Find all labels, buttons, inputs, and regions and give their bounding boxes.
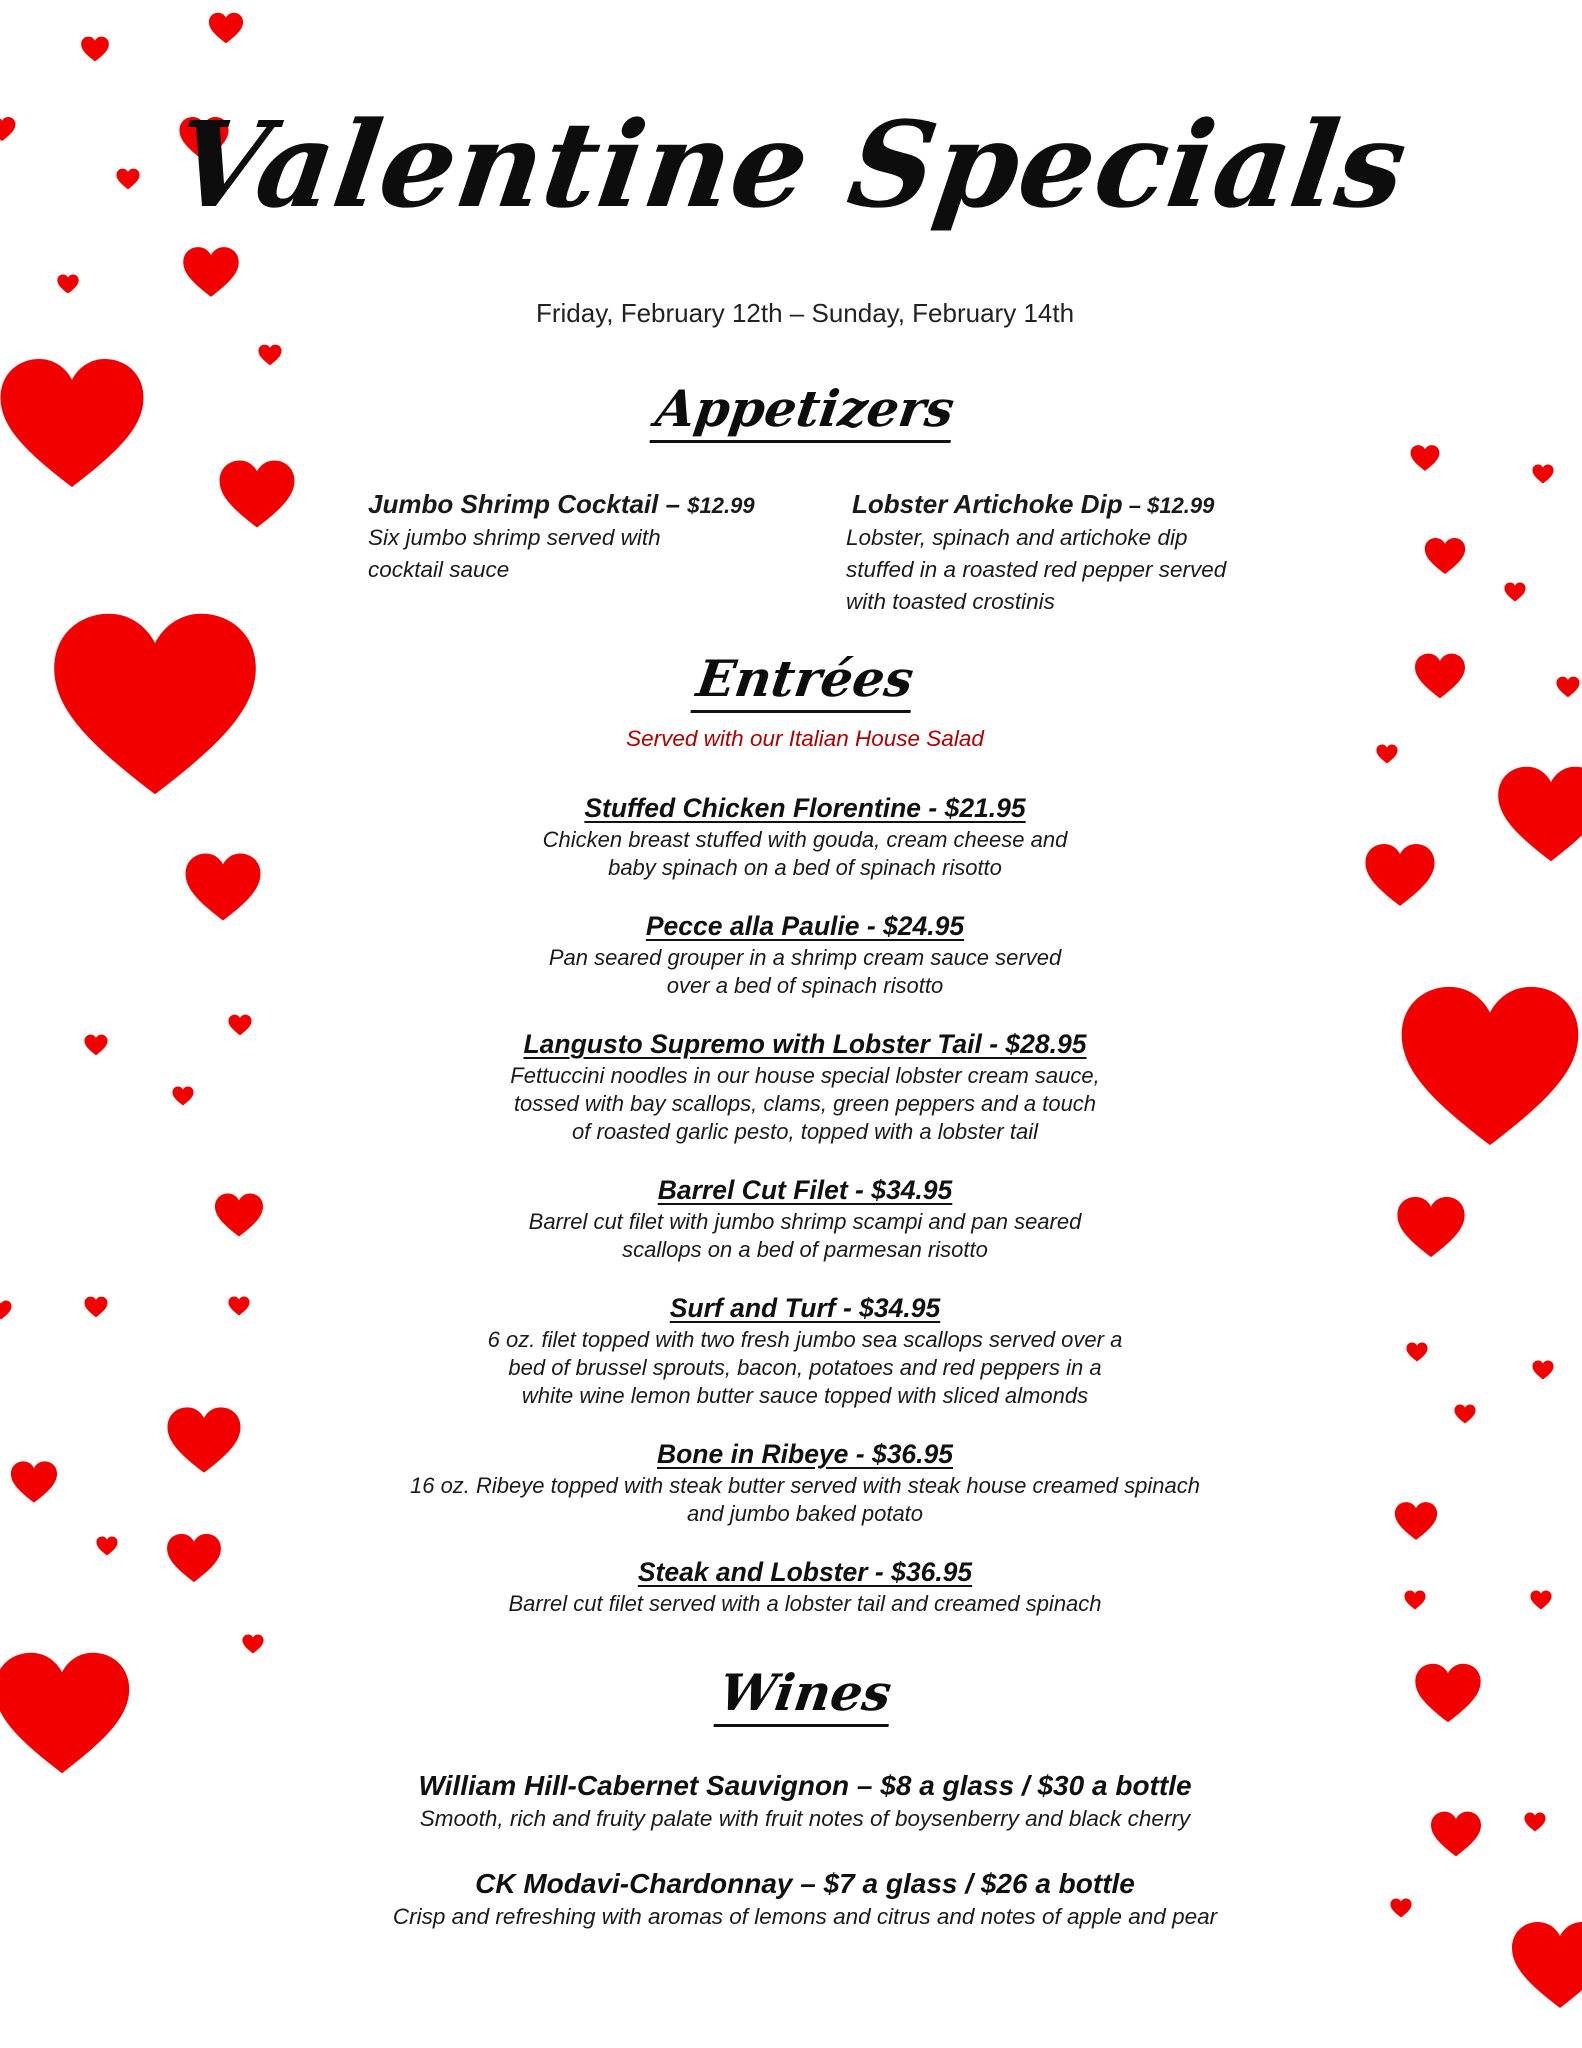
entrees-list (0, 790, 1582, 1644)
wine-description: Smooth, rich and fruity palate with fruit notes of boysenberry and black cherry (419, 1806, 1191, 1831)
wine-name: CK Modavi-Chardonnay – $7 a glass / $26 a bottle (475, 1868, 1135, 1899)
appetizer-name: Lobster Artichoke Dip (852, 489, 1123, 519)
appetizer-item (846, 488, 1266, 618)
entree-item (0, 1436, 1582, 1528)
heart-icon (80, 36, 110, 62)
entree-description: 6 oz. filet topped with two fresh jumbo sea scallops served over a bed of brussel sprouts, bacon, potatoes and red peppers in a white wine lemon butter sauce topped with sliced almonds (487, 1327, 1123, 1408)
entrees-heading (0, 648, 1582, 713)
appetizer-description: Six jumbo shrimp served with cocktail sauce (368, 525, 661, 582)
entree-description: Barrel cut filet with jumbo shrimp scampi and pan seared scallops on a bed of parmesan risotto (528, 1209, 1082, 1262)
heart-icon (208, 12, 244, 44)
appetizers-heading (0, 378, 1582, 443)
wine-item (0, 1866, 1582, 1932)
appetizer-description: Lobster, spinach and artichoke dip stuffed in a roasted red pepper served with toasted crostinis (846, 525, 1227, 614)
wine-item (0, 1768, 1582, 1834)
entree-description: Chicken breast stuffed with gouda, cream cheese and baby spinach on a bed of spinach risotto (542, 827, 1068, 880)
entree-description: Barrel cut filet served with a lobster tail and creamed spinach (508, 1591, 1102, 1616)
wine-description: Crisp and refreshing with aromas of lemons and citrus and notes of apple and pear (392, 1904, 1218, 1929)
wines-list (0, 1768, 1582, 1964)
entree-name: Langusto Supremo with Lobster Tail - $28.95 (523, 1029, 1087, 1059)
entree-item (0, 1026, 1582, 1146)
appetizer-name: Jumbo Shrimp Cocktail – (368, 489, 688, 519)
entree-name: Pecce alla Paulie - $24.95 (645, 911, 965, 941)
appetizer-price: $12.99 (687, 493, 755, 518)
entree-item (0, 1172, 1582, 1264)
appetizer-price: – $12.99 (1122, 493, 1215, 518)
entrees-heading-text: Entrées (691, 648, 920, 713)
heart-icon (218, 458, 296, 530)
heart-icon (1424, 536, 1466, 576)
wines-heading (0, 1662, 1582, 1727)
entree-description: Pan seared grouper in a shrimp cream sauce served over a bed of spinach risotto (548, 945, 1062, 998)
entree-description: 16 oz. Ribeye topped with steak butter served with steak house creamed spinach and jumbo baked potato (409, 1473, 1200, 1526)
entree-name: Bone in Ribeye - $36.95 (656, 1439, 954, 1469)
wines-heading-text: Wines (713, 1662, 897, 1727)
entree-item (0, 790, 1582, 882)
heart-icon (1410, 444, 1440, 472)
heart-icon (56, 274, 80, 294)
entree-item (0, 1290, 1582, 1410)
entree-name: Surf and Turf - $34.95 (669, 1293, 941, 1323)
entree-item (0, 1554, 1582, 1618)
heart-icon (182, 246, 240, 298)
appetizer-title-line (846, 488, 1266, 522)
appetizers-heading-text: Appetizers (650, 378, 960, 443)
entree-name: Barrel Cut Filet - $34.95 (657, 1175, 953, 1205)
heart-icon (1504, 582, 1526, 602)
entree-item (0, 908, 1582, 1000)
entree-name: Stuffed Chicken Florentine - $21.95 (584, 793, 1026, 823)
event-dates: Friday, February 12th – Sunday, February 14th (535, 298, 1075, 328)
heart-icon (258, 344, 282, 366)
wine-name: William Hill-Cabernet Sauvignon – $8 a glass / $30 a bottle (418, 1770, 1192, 1801)
heart-icon (1532, 464, 1554, 484)
appetizer-item (368, 488, 768, 586)
page-title: Valentine Specials (166, 95, 1416, 234)
appetizer-title-line (368, 488, 768, 522)
entree-name: Steak and Lobster - $36.95 (637, 1557, 973, 1587)
entrees-note: Served with our Italian House Salad (626, 726, 984, 751)
entree-description: Fettuccini noodles in our house special lobster cream sauce, tossed with bay scallops, clams, green peppers and a touch of roasted garlic pesto, topped with a lobster tail (510, 1063, 1100, 1144)
